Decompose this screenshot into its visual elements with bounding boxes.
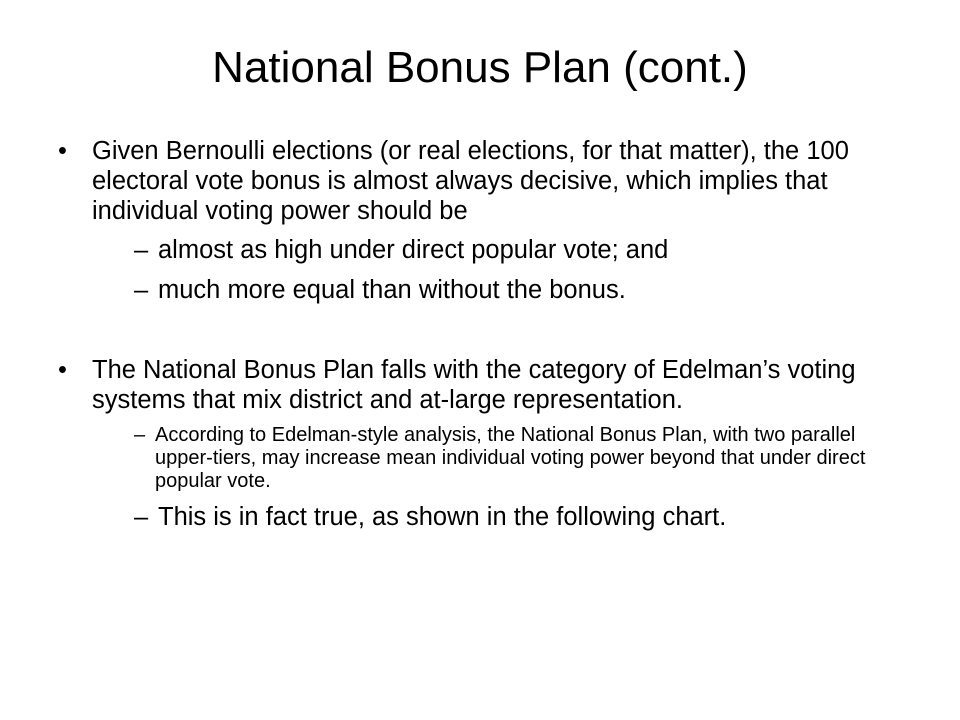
bullet-2 (58, 355, 908, 415)
sub-marker: – (134, 236, 149, 264)
bullet-1-sub-list (134, 235, 908, 305)
bullet-marker: • (58, 137, 67, 165)
sub-marker: – (134, 503, 149, 531)
bullet-1-sub-2 (134, 275, 908, 305)
bullet-1-sub-1-text: almost as high under direct popular vote; and (158, 236, 669, 264)
bullet-1-sub-1 (134, 235, 908, 265)
sub-marker: – (134, 424, 146, 446)
slide-title: National Bonus Plan (cont.) (212, 43, 748, 92)
bullet-1 (58, 136, 908, 226)
bullet-2-sub-list (134, 424, 908, 532)
bullet-2-text: The National Bonus Plan falls with the category of Edelman’s voting systems that mix district and at-large representation. (92, 356, 856, 414)
bullet-2-sub-1 (134, 424, 908, 493)
bullet-2-sub-2-text: This is in fact true, as shown in the following chart. (158, 503, 727, 531)
sub-marker: – (134, 276, 149, 304)
bullet-1-sub-2-text: much more equal than without the bonus. (158, 276, 626, 304)
bullet-2-sub-1-text: According to Edelman-style analysis, the National Bonus Plan, with two parallel upper-tiers, may increase mean individual voting power beyond that under direct popular vote. (155, 424, 866, 492)
bullet-2-sub-2 (134, 502, 908, 532)
bullet-marker: • (58, 356, 67, 384)
slide-body (58, 136, 908, 532)
bullet-1-text: Given Bernoulli elections (or real elections, for that matter), the 100 electoral vote bonus is almost always decisive, which implies that individual voting power should be (92, 137, 849, 225)
